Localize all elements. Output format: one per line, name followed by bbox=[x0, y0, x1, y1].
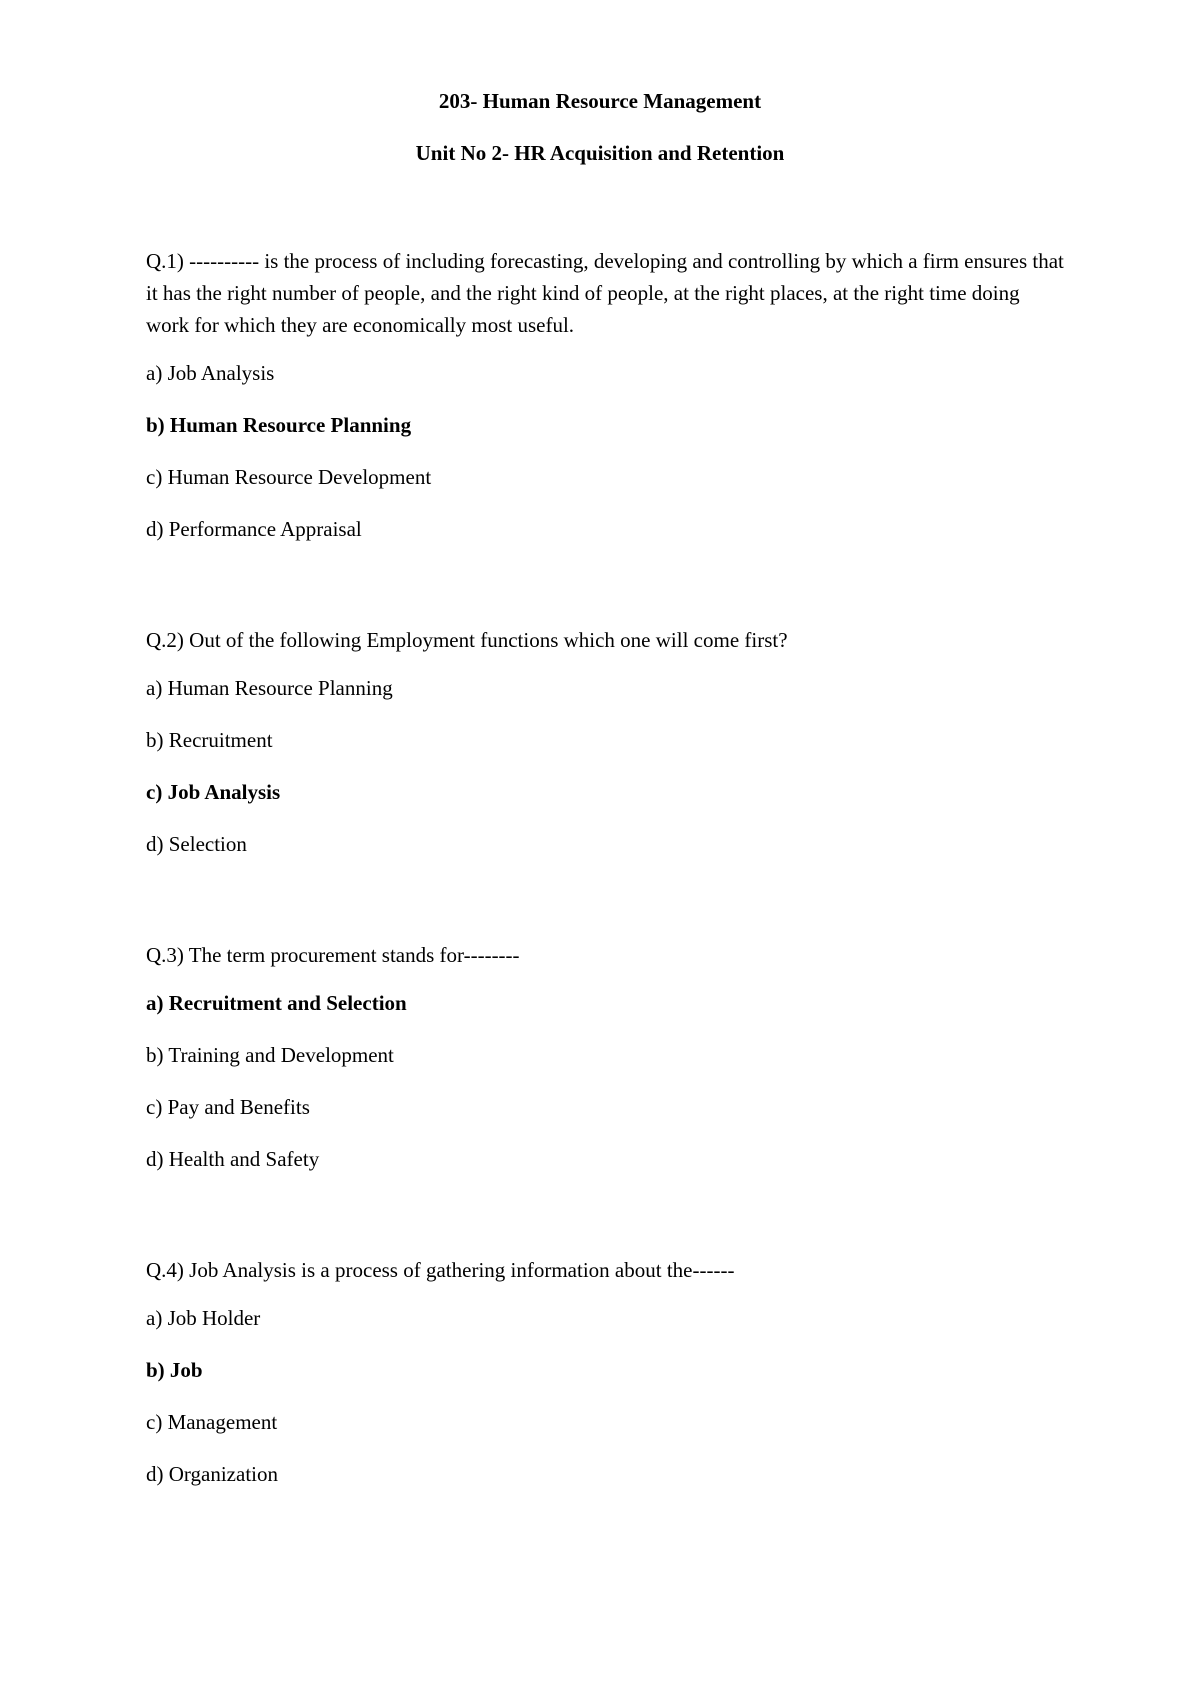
question-3-option-d: d) Health and Safety bbox=[146, 1147, 320, 1171]
question-2-option-a: a) Human Resource Planning bbox=[146, 676, 393, 700]
question-2-option-b: b) Recruitment bbox=[146, 728, 273, 752]
question-3-option-a: a) Recruitment and Selection bbox=[146, 991, 407, 1015]
question-1 bbox=[146, 245, 1066, 542]
question-3 bbox=[146, 939, 1066, 1172]
question-1-option-d: d) Performance Appraisal bbox=[146, 517, 362, 541]
question-3-option-b: b) Training and Development bbox=[146, 1043, 394, 1067]
question-2-option-c: c) Job Analysis bbox=[146, 780, 281, 804]
question-1-option-a: a) Job Analysis bbox=[146, 361, 275, 385]
question-4-option-b: b) Job bbox=[146, 1358, 203, 1382]
question-4-text: Q.4) Job Analysis is a process of gathering information about the------ bbox=[146, 1258, 735, 1282]
question-1-text: Q.1) ---------- is the process of including forecasting, developing and controlling by which a firm ensures that it has the right number of people, and the right kind of people, at the right places, at the right time doing work for which they are economically most useful. bbox=[146, 249, 1064, 337]
question-1-option-c: c) Human Resource Development bbox=[146, 465, 432, 489]
document-title: 203- Human Resource Management bbox=[438, 89, 762, 113]
question-2-text: Q.2) Out of the following Employment functions which one will come first? bbox=[146, 628, 788, 652]
question-4-option-d: d) Organization bbox=[146, 1462, 278, 1486]
document-subtitle: Unit No 2- HR Acquisition and Retention bbox=[415, 141, 785, 165]
question-4-option-c: c) Management bbox=[146, 1410, 278, 1434]
question-4-option-a: a) Job Holder bbox=[146, 1306, 261, 1330]
question-4 bbox=[146, 1254, 1066, 1487]
question-3-text: Q.3) The term procurement stands for-------- bbox=[146, 943, 520, 967]
question-2-option-d: d) Selection bbox=[146, 832, 247, 856]
question-3-option-c: c) Pay and Benefits bbox=[146, 1095, 310, 1119]
question-1-option-b: b) Human Resource Planning bbox=[146, 413, 412, 437]
question-2 bbox=[146, 624, 1066, 857]
